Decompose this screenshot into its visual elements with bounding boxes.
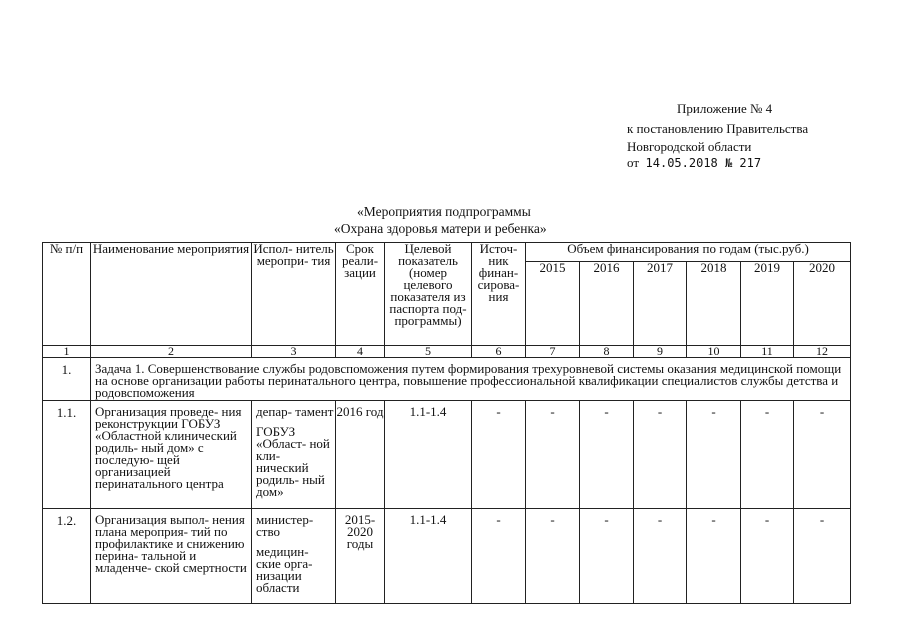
- column-number: 10: [687, 346, 741, 358]
- row-value: -: [741, 401, 794, 509]
- column-number: 11: [741, 346, 794, 358]
- table-row: [43, 401, 851, 509]
- table-header-row: [43, 243, 851, 262]
- row-value: -: [794, 401, 851, 509]
- row-value: -: [687, 401, 741, 509]
- task-row: [43, 358, 851, 401]
- row-value: -: [526, 401, 580, 509]
- header-year: 2019: [741, 262, 794, 346]
- row-value: -: [634, 401, 687, 509]
- task-text: Задача 1. Совершенствование службы родовспоможения путем формирования трехуровневой системы оказания медицинской помощи на основе организации работы перинатального центра, повышение профессиональной квалификации специалистов службы детства и родовспоможения: [91, 358, 851, 401]
- appendix-date-number: 14.05.2018 № 217: [645, 156, 762, 170]
- column-number: 6: [472, 346, 526, 358]
- column-number: 12: [794, 346, 851, 358]
- column-number: 1: [43, 346, 91, 358]
- row-source: -: [472, 509, 526, 604]
- row-term: 2015- 2020 годы: [336, 509, 385, 604]
- row-executor: [252, 509, 336, 604]
- column-number: 3: [252, 346, 336, 358]
- column-number: 8: [580, 346, 634, 358]
- activities-table: [42, 242, 851, 604]
- header-no: № п/п: [43, 243, 91, 346]
- row-value: -: [794, 509, 851, 604]
- header-year: 2020: [794, 262, 851, 346]
- row-indicator: 1.1-1.4: [385, 401, 472, 509]
- row-value: -: [580, 509, 634, 604]
- row-executor: [252, 401, 336, 509]
- row-value: -: [741, 509, 794, 604]
- row-source: -: [472, 401, 526, 509]
- header-source: Источ- ник финан- сирова- ния: [472, 243, 526, 346]
- task-number: 1.: [43, 358, 91, 401]
- column-number: 7: [526, 346, 580, 358]
- column-number: 4: [336, 346, 385, 358]
- row-activity-name: Организация проведе- ния реконструкции ГОБУЗ «Областной клинический родиль- ный дом» с последую- щей организацией перинатального центра: [91, 401, 252, 509]
- row-number: 1.1.: [43, 401, 91, 509]
- row-executor-top: депар- тамент: [256, 404, 334, 419]
- appendix-date-prefix: от: [627, 155, 640, 170]
- column-number: 5: [385, 346, 472, 358]
- row-number: 1.2.: [43, 509, 91, 604]
- column-number-row: [43, 346, 851, 358]
- appendix-title: Приложение № 4: [677, 101, 773, 116]
- row-value: -: [526, 509, 580, 604]
- row-executor-bottom: медицин- ские орга- низации области: [256, 544, 313, 595]
- header-year: 2017: [634, 262, 687, 346]
- row-executor-bottom: ГОБУЗ «Област- ной кли- нический родиль- ный дом»: [256, 424, 330, 499]
- appendix-resolution-line: к постановлению Правительства: [627, 121, 809, 136]
- row-activity-name: Организация выпол- нения плана мероприя- тий по профилактике и снижению перина- тальной и младенче- ской смертности: [91, 509, 252, 604]
- row-term: 2016 год: [336, 401, 385, 509]
- header-name: Наименование мероприятия: [91, 243, 252, 346]
- header-executor: Испол- нитель меропри- тия: [252, 243, 336, 346]
- header-funding: Объем финансирования по годам (тыс.руб.): [526, 243, 851, 262]
- row-executor-top: министер- ство: [256, 512, 314, 539]
- table-row: [43, 509, 851, 604]
- header-year: 2016: [580, 262, 634, 346]
- row-value: -: [687, 509, 741, 604]
- document-title-line-1: «Мероприятия подпрограммы: [357, 204, 531, 219]
- column-number: 2: [91, 346, 252, 358]
- appendix-region-line: Новгородской области: [627, 139, 752, 154]
- header-term: Срок реали- зации: [336, 243, 385, 346]
- row-value: -: [634, 509, 687, 604]
- header-year: 2018: [687, 262, 741, 346]
- appendix-date-line: [627, 154, 761, 172]
- row-indicator: 1.1-1.4: [385, 509, 472, 604]
- header-indicator: Целевой показатель (номер целевого показателя из паспорта под- программы): [385, 243, 472, 346]
- document-title-line-2: «Охрана здоровья матери и ребенка»: [334, 221, 547, 236]
- column-number: 9: [634, 346, 687, 358]
- header-year: 2015: [526, 262, 580, 346]
- row-value: -: [580, 401, 634, 509]
